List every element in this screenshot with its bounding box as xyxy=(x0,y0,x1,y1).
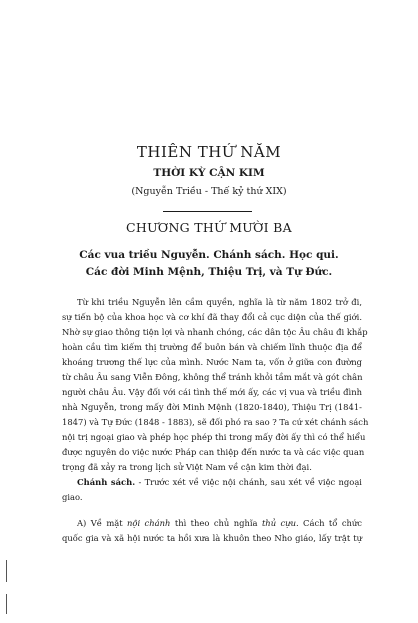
era-title: THỜI KỲ CẬN KIM xyxy=(153,167,265,179)
section-text: - Trước xét về việc nội chánh, sau xét về việc ngoại xyxy=(135,477,362,487)
section-label: Chánh sách. xyxy=(77,477,136,487)
body-line: hoàn cầu tìm kiếm thị trường để buôn bán và chiếm lĩnh thuộc địa để xyxy=(62,342,362,352)
body-line: từ châu Âu sang Viễn Đông, không thể tránh khỏi tầm mắt và gót chân xyxy=(62,372,363,382)
body-line: người châu Âu. Vậy đối với cái tình thế mới ấy, các vị vua và triều đình xyxy=(62,387,362,397)
body-line: 1847) và Tự Đức (1848 - 1883), sẽ đối phó ra sao ? Ta cứ xét chánh sách xyxy=(62,417,369,427)
point-a-italic: nội chánh xyxy=(127,518,171,528)
body-line: trọng đã xảy ra trong lịch sử Việt Nam về cận kim thời đại. xyxy=(62,462,312,472)
body-line: Từ khi triều Nguyễn lên cầm quyền, nghĩa là từ năm 1802 trở đi, xyxy=(77,297,362,307)
scan-margin-mark xyxy=(6,560,7,582)
period-subtitle: (Nguyễn Triều - Thế kỷ thứ XIX) xyxy=(131,186,287,197)
section-line-2: giao. xyxy=(62,492,83,502)
point-a-mid: thì theo chủ nghĩa xyxy=(170,518,262,528)
body-line: nội trị ngoại giao và phép học phép thi trong mấy đời ấy thì có thể hiểu xyxy=(62,432,366,442)
body-line: sự tiến bộ của khoa học và cơ khí đã thay đổi cả cục diện của thế giới. xyxy=(62,312,362,322)
chapter-title: CHƯƠNG THỨ MƯỜI BA xyxy=(126,220,292,235)
point-a-tail: . Cách tổ chức xyxy=(295,518,362,528)
point-a-line xyxy=(77,517,362,529)
body-line: nhà Nguyễn, trong mấy đời Minh Mệnh (1820-1840), Thiệu Trị (1841- xyxy=(62,402,362,412)
part-title: THIÊN THỨ NĂM xyxy=(136,143,282,161)
title-divider xyxy=(163,211,252,212)
body-line: được nguyên do việc nước Pháp can thiệp đến nước ta và các việc quan xyxy=(62,447,365,457)
chapter-subtitle-line-2: Các đời Minh Mệnh, Thiệu Trị, và Tự Đức. xyxy=(85,266,333,278)
point-a-lead: A) Về mặt xyxy=(77,518,128,528)
section-heading-line xyxy=(77,476,362,488)
point-a-italic-2: thủ cựu xyxy=(261,518,296,528)
chapter-subtitle-line-1: Các vua triều Nguyễn. Chánh sách. Học qui. xyxy=(79,249,339,261)
scan-margin-mark xyxy=(6,594,7,614)
point-a-line-2: quốc gia và xã hội nước ta hồi xưa là khuôn theo Nho giáo, lấy trật tự xyxy=(62,533,362,543)
body-line: Nhờ sự giao thông tiện lợi và nhanh chóng, các dân tộc Âu châu đi khắp xyxy=(62,327,368,337)
body-line: khoáng trương thế lực của mình. Nước Nam ta, vốn ở giữa con đường xyxy=(62,357,362,367)
